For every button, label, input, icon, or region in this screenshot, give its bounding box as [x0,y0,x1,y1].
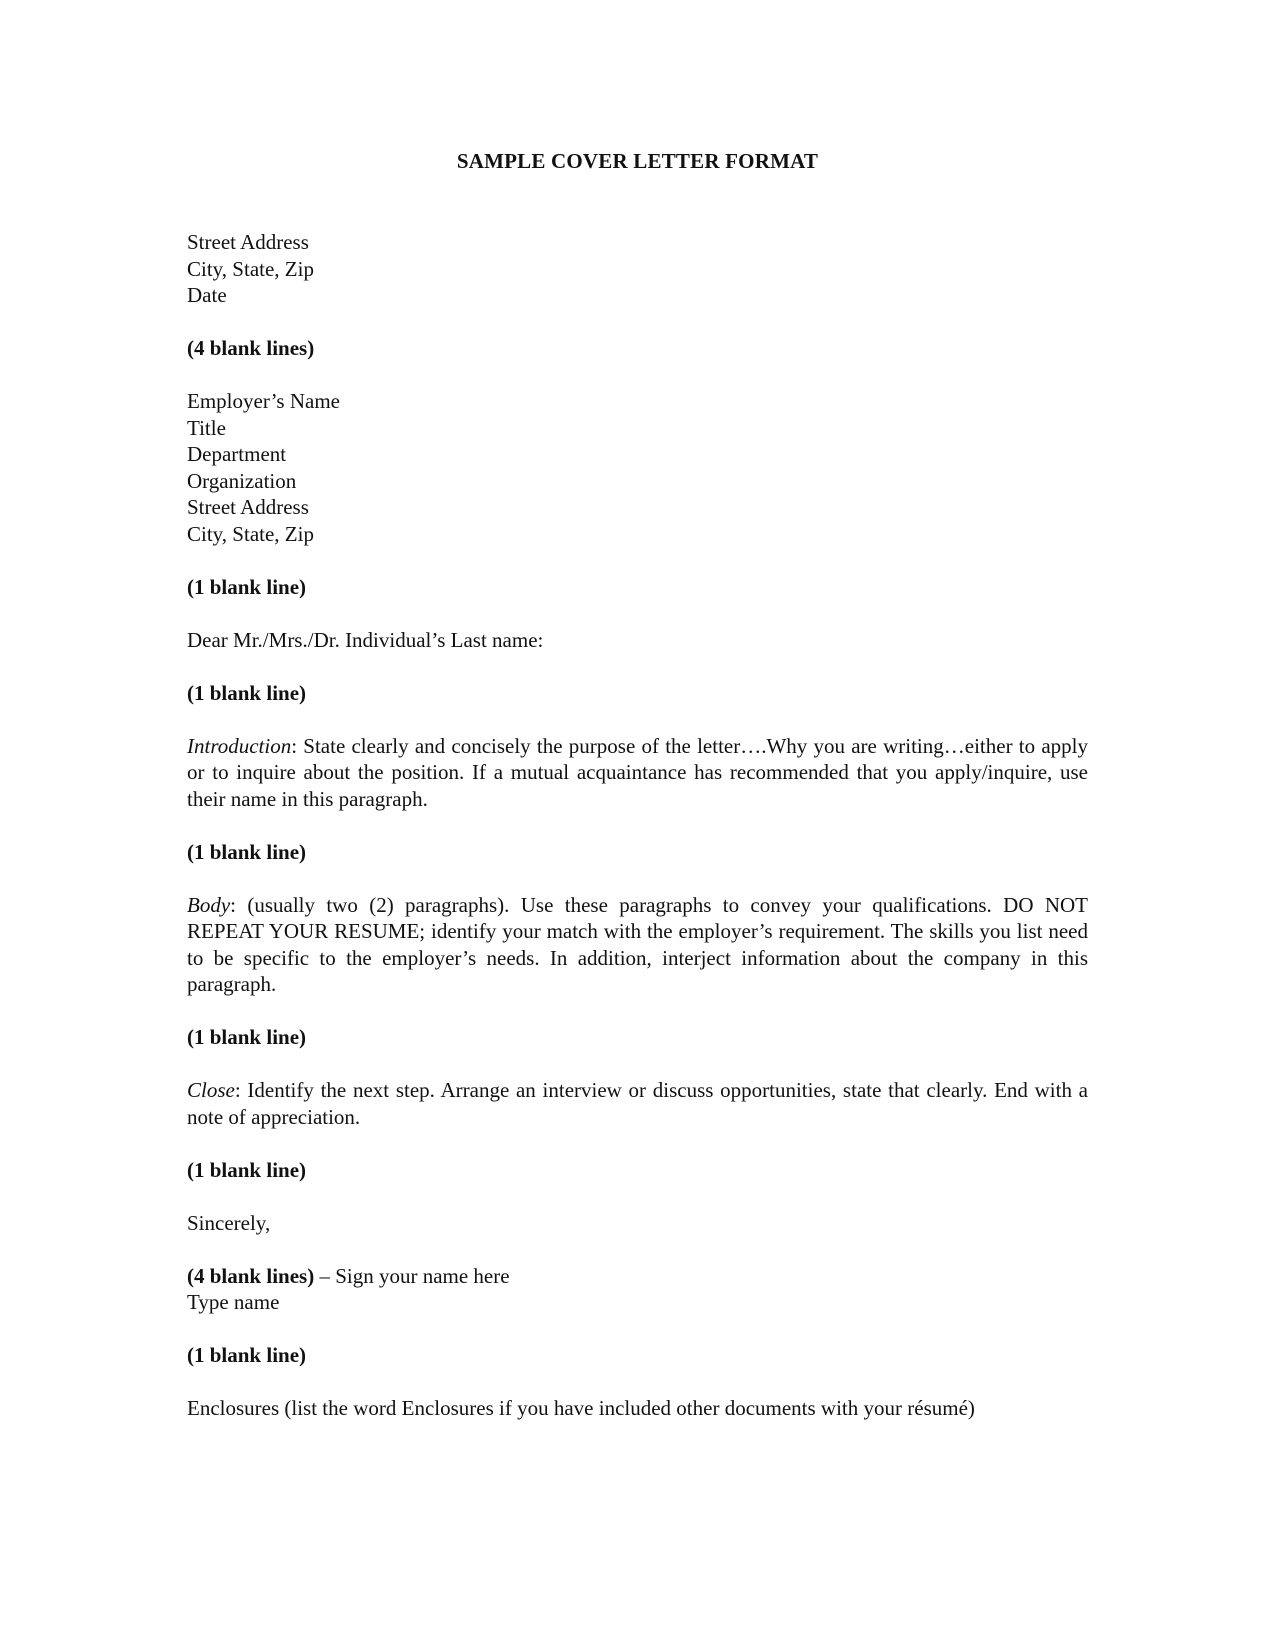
close-paragraph [187,1077,1088,1130]
employer-name: Employer’s Name [187,389,340,413]
employer-street: Street Address [187,495,309,519]
page-title: SAMPLE COVER LETTER FORMAT [456,149,819,173]
spacer-note-one-line: (1 blank line) [187,1343,307,1367]
spacer-note-four-lines: (4 blank lines) [187,1263,315,1288]
letter-body [187,229,1088,1422]
spacer-note-one-line: (1 blank line) [187,839,307,864]
introduction-text: : State clearly and concisely the purpose of the letter….Why you are writing…either to apply or to inquire about the position. If a mutual acquaintance has recommended that you apply/inquire, use their name in this paragraph. [187,733,1088,811]
spacer-note-four-lines: (4 blank lines) [187,336,315,360]
spacer-note-one-line: (1 blank line) [187,1157,307,1182]
sender-date: Date [187,283,227,307]
salutation: Dear Mr./Mrs./Dr. Individual’s Last name: [187,627,544,652]
employer-organization: Organization [187,468,297,493]
spacer-note-one-line: (1 blank line) [187,1025,307,1049]
sender-city-state-zip: City, State, Zip [187,256,314,281]
signature-note: – Sign your name here [314,1263,510,1288]
enclosures-note: Enclosures (list the word Enclosures if you have included other documents with your résumé) [187,1396,975,1420]
employer-city-state-zip: City, State, Zip [187,521,314,546]
employer-title: Title [187,415,226,440]
body-text: : (usually two (2) paragraphs). Use these paragraphs to convey your qualifications. DO NOT REPEAT YOUR RESUME; identify your match with the employer’s requirement. The skills you list need to be specific to the employer’s needs. In addition, interject information about the company in this paragraph. [187,892,1088,996]
close-text: : Identify the next step. Arrange an interview or discuss opportunities, state that clearly. End with a note of appreciation. [187,1078,1088,1129]
type-name: Type name [187,1290,280,1314]
close-label: Close [187,1078,235,1102]
introduction-label: Introduction [187,733,292,758]
spacer-note-one-line: (1 blank line) [187,680,307,705]
body-label: Body [187,892,231,917]
employer-department: Department [187,442,287,466]
body-paragraph [187,892,1088,998]
sender-street: Street Address [187,230,309,254]
sign-off: Sincerely, [187,1210,271,1235]
signature-line [187,1263,1088,1290]
introduction-paragraph [187,733,1088,813]
spacer-note-one-line: (1 blank line) [187,574,307,599]
